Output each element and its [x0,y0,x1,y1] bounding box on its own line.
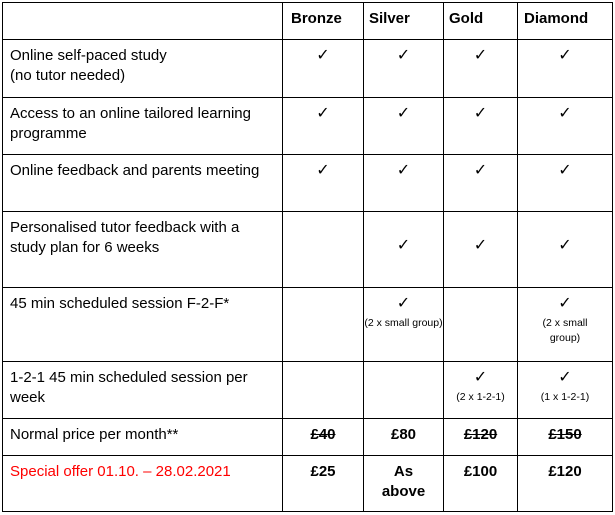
empty-cell [364,362,444,419]
normal-price-label: Normal price per month** [3,419,283,456]
tick-cell [518,288,613,362]
price-cell [364,419,444,456]
empty-cell [283,288,364,362]
struck-price: £150 [548,426,582,443]
check-icon: ✓ [473,369,488,386]
feature-label: Online self-paced study (no tutor needed) [3,40,283,98]
price-cell [518,456,613,512]
check-icon: ✓ [473,47,488,64]
check-icon: ✓ [316,47,330,64]
tick-cell [444,40,518,98]
tick-cell [364,288,444,362]
tick-cell [364,155,444,212]
table-row [3,362,613,419]
struck-price: £120 [463,426,498,443]
tick-cell [364,40,444,98]
empty-cell [283,212,364,288]
check-icon: ✓ [396,237,411,254]
special-offer-label: Special offer 01.10. – 28.02.2021 [3,456,283,512]
check-icon: ✓ [558,47,572,64]
struck-price: £40 [310,426,336,443]
price: £80 [390,426,417,443]
check-icon: ✓ [316,162,330,179]
table-row [3,212,613,288]
table-row [3,288,613,362]
header-row [3,3,613,40]
check-icon: ✓ [396,105,411,122]
special-offer-row [3,456,613,512]
tick-cell [444,98,518,155]
header-silver: Silver [364,3,444,40]
offer-price: £25 [310,463,336,480]
price-cell [444,456,518,512]
tick-cell [518,40,613,98]
check-icon: ✓ [396,162,411,179]
pricing-table [2,2,613,512]
header-empty-cell [3,3,283,40]
tick-cell [364,212,444,288]
session-note: (2 x 1-2-1) [456,391,505,403]
check-icon: ✓ [558,369,572,386]
tick-cell [283,155,364,212]
normal-price-row [3,419,613,456]
empty-cell [444,288,518,362]
check-icon: ✓ [558,295,572,312]
check-icon: ✓ [316,105,330,122]
offer-price: £100 [463,463,498,480]
tick-cell [518,212,613,288]
tick-cell [444,155,518,212]
empty-cell [283,362,364,419]
price-cell [283,419,364,456]
feature-label: Access to an online tailored learning programme [3,98,283,155]
tick-cell [283,98,364,155]
price-cell [364,456,444,512]
check-icon: ✓ [396,295,411,312]
session-note: (1 x 1-2-1) [540,391,590,403]
table-row [3,40,613,98]
tick-cell [444,212,518,288]
session-note: (2 x small group) [542,317,588,344]
feature-label: 1-2-1 45 min scheduled session per week [3,362,283,419]
price-cell [444,419,518,456]
tick-cell [283,40,364,98]
check-icon: ✓ [396,47,411,64]
price-cell [283,456,364,512]
tick-cell [518,155,613,212]
session-note: (2 x small group) [364,317,443,329]
header-gold: Gold [444,3,518,40]
header-diamond: Diamond [518,3,613,40]
tick-cell [518,98,613,155]
offer-price: As above [381,463,426,500]
offer-price: £120 [548,463,582,480]
header-bronze: Bronze [283,3,364,40]
table-row [3,155,613,212]
check-icon: ✓ [473,237,488,254]
tick-cell [444,362,518,419]
feature-label: Personalised tutor feedback with a study plan for 6 weeks [3,212,283,288]
check-icon: ✓ [558,105,572,122]
tick-cell [364,98,444,155]
check-icon: ✓ [558,162,572,179]
feature-label: Online feedback and parents meeting [3,155,283,212]
price-cell [518,419,613,456]
table-row [3,98,613,155]
tick-cell [518,362,613,419]
feature-label: 45 min scheduled session F-2-F* [3,288,283,362]
check-icon: ✓ [473,105,488,122]
check-icon: ✓ [473,162,488,179]
check-icon: ✓ [558,237,572,254]
